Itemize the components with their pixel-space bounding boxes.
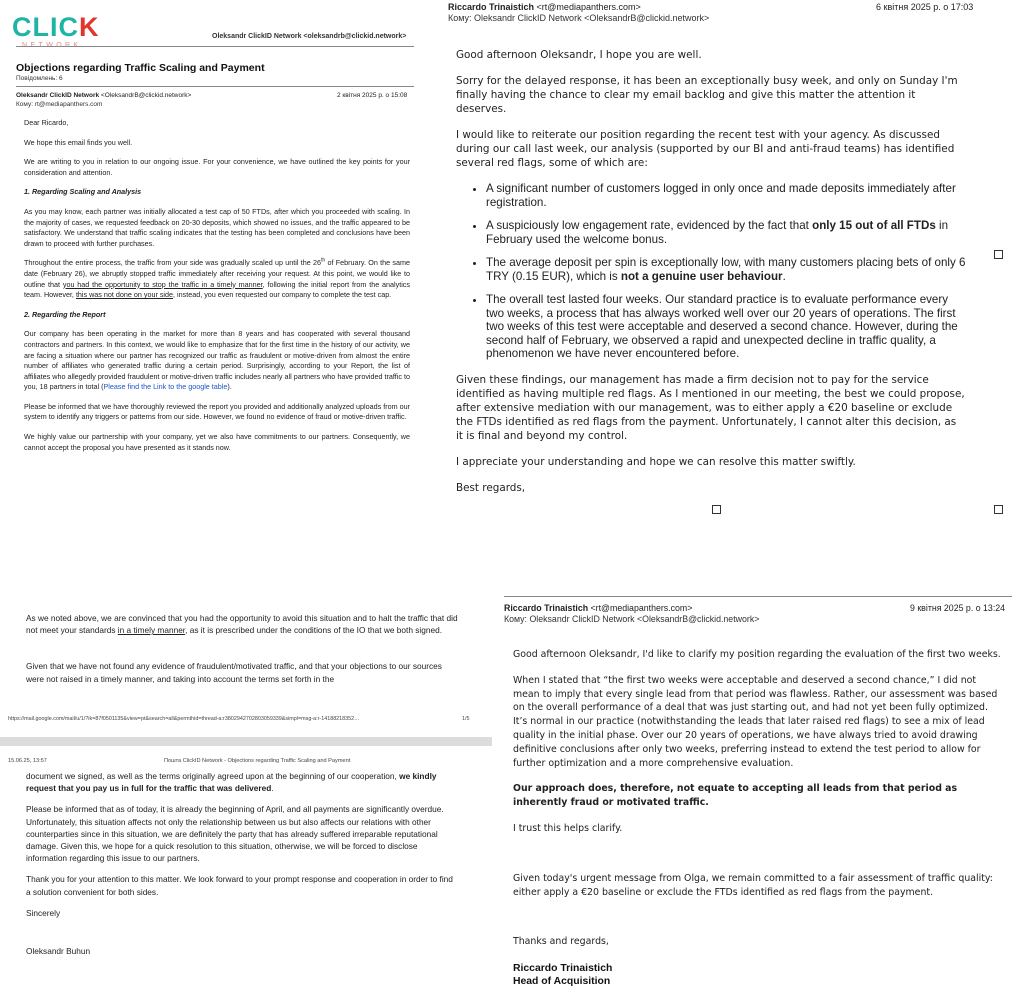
paragraph: I would like to reiterate our position regarding the recent test with your agency. As discussed during our call last week, our analysis (supported by our BI and anti-fraud teams) has identified several red flags, some of which are: <box>456 129 955 169</box>
message-count: Повідомлень: 6 <box>16 75 63 82</box>
header-sender: Oleksandr ClickID Network <oleksandrb@clickid.network> <box>212 33 407 40</box>
underlined-text: you had the opportunity to stop the traffic in a timely manner <box>62 279 263 289</box>
greeting: Good afternoon Oleksandr, I'd like to clarify my position regarding the evaluation of the first two weeks. <box>513 649 1001 660</box>
list-item: • A suspiciously low engagement rate, evidenced by the fact that only 15 out of all FTDs in February used the welcome bonus. <box>486 219 966 246</box>
email-body <box>513 648 1003 961</box>
list-item: • The average deposit per spin is exceptionally low, with many customers placing bets of only 6 TRY (0.15 EUR), which is not a genuine user behaviour. <box>486 256 966 283</box>
paragraph: When I stated that “the first two weeks were acceptable and deserved a second chance,” I did not mean to imply that every single lead from that period was flawless. Rather, our assessment was based on the overall performance of a deal that was just starting out, and had not yet been fully optimized. It’s normal in our practice (notwithstanding the leads that later raised red flags) to see a mix of lead quality in the initial phase. Over our 20 years of operations, we have always tried to avoid drawing definitive conclusions after only two weeks, preferring instead to extend the test period to allow for further optimization and a more comprehensive evaluation. <box>513 674 998 769</box>
from-email: <rt@mediapanthers.com> <box>590 603 693 613</box>
email-print-panel-initial <box>0 0 430 520</box>
paragraph: We highly value our partnership with your company, yet we also have commitments to our partners. Consequently, we cannot accept the proposal you have presented as it stands now. <box>24 432 410 452</box>
paragraph: Our company has been operating in the market for more than 8 years and has cooperated with several thousand contractors and partners. In this context, we would like to emphasize that for the first time in the history of our activity, we are facing a situation where our partner has recognized our traffic as fraudulent or motive-driven from almost the entire number of affiliates who generated traffic during a certain period. Surprisingly, according to your Report, the list of affiliates who allegedly provided fraudulent or motive-driven traffic includes nearly all partners who have provided traffic to you, 18 partners in total (Please find the Link to the google table). <box>24 329 410 392</box>
subject-divider <box>16 86 414 87</box>
paragraph: Sorry for the delayed response, it has been an exceptionally busy week, and only on Sunday I'm finally having the chance to clear my email backlog and give this matter the attention it deserves. <box>456 75 958 115</box>
paragraph: We hope this email finds you well. <box>24 137 133 147</box>
email-from <box>16 92 191 99</box>
email-from <box>448 2 641 12</box>
greeting: Dear Ricardo, <box>24 118 69 127</box>
email-subject: Objections regarding Traffic Scaling and Payment <box>16 62 265 74</box>
google-table-link[interactable]: Please find the Link to the google table <box>103 382 228 392</box>
checkbox[interactable] <box>712 505 721 514</box>
paragraph: As you may know, each partner was initially allocated a test cap of 50 FTDs, after which you proceeded with scaling. In the majority of cases, we requested feedback on 20-30 deposits, which showed no issues, and the traffic appeared to be satisfactory. We understand that traffic scaling indicates that the testing has been completed and conclusions have been drawn to proceed with further purchases. <box>24 206 410 248</box>
email-body <box>456 48 966 507</box>
section-heading: 1. Regarding Scaling and Analysis <box>24 187 142 197</box>
red-flags-list <box>456 182 966 361</box>
checkbox[interactable] <box>994 250 1003 259</box>
print-timestamp: 15.06.25, 13:57 <box>8 758 47 764</box>
from-name: Riccardo Trinaistich <box>504 603 589 613</box>
paragraph: Please be informed that as of today, it is already the beginning of April, and all payments are significantly overdue. Unfortunately, this situation affects not only the relationship between us but also affects our relations with other counterparties since in this situation, we are definitely the party that has already suffered irreparable reputational damage. Given this, we hope for a quick resolution to this situation, otherwise, we will be forced to disclose information regarding this issue to our partners. <box>26 804 444 864</box>
paragraph: I appreciate your understanding and hope we can resolve this matter swiftly. <box>456 455 856 468</box>
email-date: 9 квітня 2025 р. о 13:24 <box>910 603 1006 613</box>
email-reply-panel-april-9 <box>496 596 1024 997</box>
email-body <box>24 118 410 462</box>
paragraph-bold: Our approach does, therefore, not equate to accepting all leads from that period as inherently fraud or motivated traffic. <box>513 783 958 809</box>
closing: Sincerely <box>26 907 61 918</box>
paragraph: Given that we have not found any evidence of fraudulent/motivated traffic, and that your objections to our sources were not raised in a timely manner, and taking into account the terms set forth in the <box>26 661 442 684</box>
email-from <box>504 603 692 613</box>
from-name: Oleksandr ClickID Network <box>16 92 100 99</box>
print-footer-url: https://mail.google.com/mail/u/1/?ik=87f0501135&view=pt&search=all&permthid=thread-a:r3802942702803059339&simpl=msg-a:r-14188218352… <box>8 716 360 722</box>
paragraph: Please be informed that we have thoroughly reviewed the report you provided and additionally analyzed uploads from our system to identify any triggers or patterns from our side. However, we found no evidence of fraud or motive-driven traffic. <box>24 401 410 422</box>
paragraph: document we signed, as well as the terms originally agreed upon at the beginning of our cooperation, we kindly request that you pay us in full for the traffic that was delivered. <box>26 771 437 794</box>
paragraph: As we noted above, we are convinced that you had the opportunity to avoid this situation and to halt the traffic that did not meet your standards in a timely manner, as it is prescribed under the conditions of the IO that we both signed. <box>26 613 458 636</box>
clickid-network-logo <box>12 14 102 58</box>
logo-wordmark: CLICK <box>12 12 100 42</box>
paragraph: I trust this helps clarify. <box>513 822 623 834</box>
signature-name: Riccardo Trinaistich <box>513 963 613 974</box>
email-to: Кому: rt@mediapanthers.com <box>16 101 103 108</box>
print-header-title: Пошта ClickID Network - Objections regarding Traffic Scaling and Payment <box>164 758 351 764</box>
paragraph: Thank you for your attention to this matter. We look forward to your prompt response and cooperation in order to find a solution convenient for both sides. <box>26 874 453 897</box>
closing: Best regards, <box>456 481 526 494</box>
checkbox[interactable] <box>994 505 1003 514</box>
from-email: <rt@mediapanthers.com> <box>536 2 641 12</box>
header-divider <box>16 46 414 47</box>
list-item: • The overall test lasted four weeks. Our standard practice is to evaluate performance every two weeks, a process that has always worked well over our 20 years of operations. The first two weeks of this test were acceptable and deserved a second chance. However, during the second half of February, we observed a rapid and unexpected decline in traffic quality, a phenomenon we have never encountered before. <box>486 293 966 361</box>
email-date: 6 квітня 2025 р. о 17:03 <box>876 2 974 12</box>
greeting: Good afternoon Oleksandr, I hope you are well. <box>456 49 702 61</box>
email-print-panel-continuation <box>0 600 492 997</box>
closing: Thanks and regards, <box>513 936 609 948</box>
print-page-number: 1/5 <box>462 716 470 722</box>
section-heading: 2. Regarding the Report <box>24 309 106 319</box>
from-name: Riccardo Trinaistich <box>448 2 535 12</box>
email-date: 2 квітня 2025 р. о 15:08 <box>337 92 408 99</box>
email-reply-panel-april-6 <box>444 0 1024 520</box>
signature-block <box>513 962 612 988</box>
email-body-page2 <box>26 770 458 966</box>
list-item: • A significant number of customers logged in only once and made deposits immediately after registration. <box>486 182 966 209</box>
page-break-divider <box>0 737 492 746</box>
email-to: Кому: Oleksandr ClickID Network <OleksandrB@clickid.network> <box>448 13 710 23</box>
email-to: Кому: Oleksandr ClickID Network <OleksandrB@clickid.network> <box>504 614 760 624</box>
header-divider <box>504 596 1012 597</box>
paragraph: Throughout the entire process, the traffic from your side was gradually scaled up until the 26th of February. On the same date (February 26), we abruptly stopped traffic immediately after receiving your request. At this point, we would like to outline that you had the opportunity to stop the traffic in a timely manner, following the initial report from the analytics team. However, this was not done on your side, instead, you even requested our company to complete the test cap. <box>24 257 410 300</box>
paragraph: Given these findings, our management has made a firm decision not to pay for the service identified as having multiple red flags. As I mentioned in our meeting, the best we could propose, after extensive mediation with our management, was to either apply a €20 baseline or exclude the FTDs identified as red flags from the payment. Unfortunately, I cannot alter this decision, as it is final and beyond my control. <box>456 373 965 442</box>
underlined-text: in a timely manner <box>117 625 186 636</box>
underlined-text: this was not done on your side <box>75 290 174 300</box>
from-email: <OleksandrB@clickid.network> <box>100 92 192 99</box>
signature-title: Head of Acquisition <box>513 976 611 987</box>
signature: Oleksandr Buhun <box>26 946 91 957</box>
paragraph: Given today's urgent message from Olga, we remain committed to a fair assessment of traffic quality: either apply a €20 baseline or exclude the FTDs identified as red flags from the payment. <box>513 872 993 898</box>
paragraph: We are writing to you in relation to our ongoing issue. For your convenience, we have outlined the key points for your consideration and attention. <box>24 157 410 177</box>
email-body-page1-end <box>26 612 458 709</box>
